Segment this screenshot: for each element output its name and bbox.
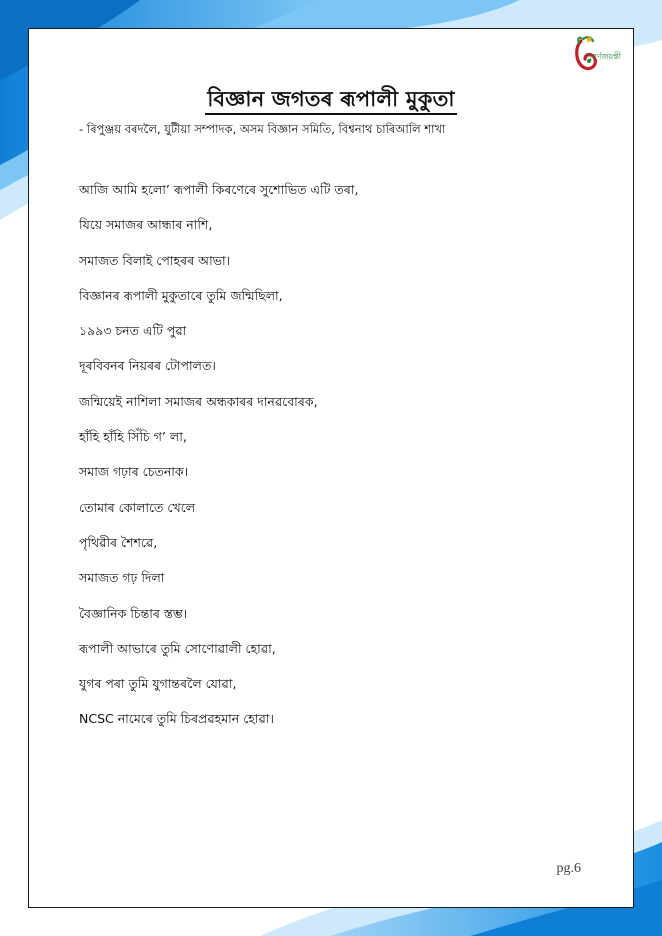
logo-text: সুবৰ্ণজয়ন্তী — [586, 52, 621, 61]
poem-line: ১৯৯৩ চনত এটি পুৱা — [79, 323, 187, 339]
page-frame — [28, 28, 634, 908]
poem-body — [79, 181, 358, 746]
poem-line: হাঁহি হাঁহি সিঁচি গ’ লা, — [79, 429, 187, 445]
poem-line: যিয়ে সমাজৰ আন্ধাৰ নাশি, — [79, 217, 213, 233]
poem-line: আজি আমি হলো’ ৰূপালী কিৰণেৰে সুশোভিত এটি তৰা, — [79, 182, 359, 197]
poem-line: তোমাৰ কোলাতে খেলে — [79, 499, 196, 515]
poem-line: বিজ্ঞানৰ ৰূপালী মুকুতাৰে তুমি জন্মিছিলা, — [79, 287, 283, 303]
poem-line: NCSC নামেৰে তুমি চিৰপ্ৰৱহমান হোৱা। — [79, 711, 274, 727]
author-byline: - ৰিপুঞ্জয় বৰদলৈ, যুটীয়া সম্পাদক, অসম বিজ্ঞান সমিতি, বিশ্বনাথ চাৰিআলি শাখা — [79, 122, 446, 136]
logo — [571, 35, 621, 75]
poem-line: সমাজত গঢ় দিলা — [79, 570, 165, 586]
poem-line: সমাজত বিলাই পোহৰৰ আভা। — [79, 252, 231, 268]
poem-line: দূৰবিবনৰ নিয়ৰৰ টোপালত। — [79, 358, 216, 374]
page-title: বিজ্ঞান জগতৰ ৰূপালী মুকুতা — [205, 85, 456, 115]
page-number: pg.6 — [556, 861, 581, 876]
poem-line: বৈজ্ঞানিক চিন্তাৰ স্তম্ভ। — [79, 605, 188, 621]
poem-line: সমাজ গঢ়াৰ চেতনাক। — [79, 464, 189, 480]
poem-line: জন্মিয়েই নাশিলা সমাজৰ অন্ধকাৰৰ দানৱবোৰক, — [79, 393, 318, 409]
poem-line: যুগৰ পৰা তুমি যুগান্তৰলৈ যোৱা, — [79, 676, 237, 692]
poem-line: পৃথিৱীৰ শৈশৱে, — [79, 534, 158, 550]
poem-line: ৰূপালী আভাৰে তুমি সোণোৱালী হোৱা, — [79, 640, 276, 656]
